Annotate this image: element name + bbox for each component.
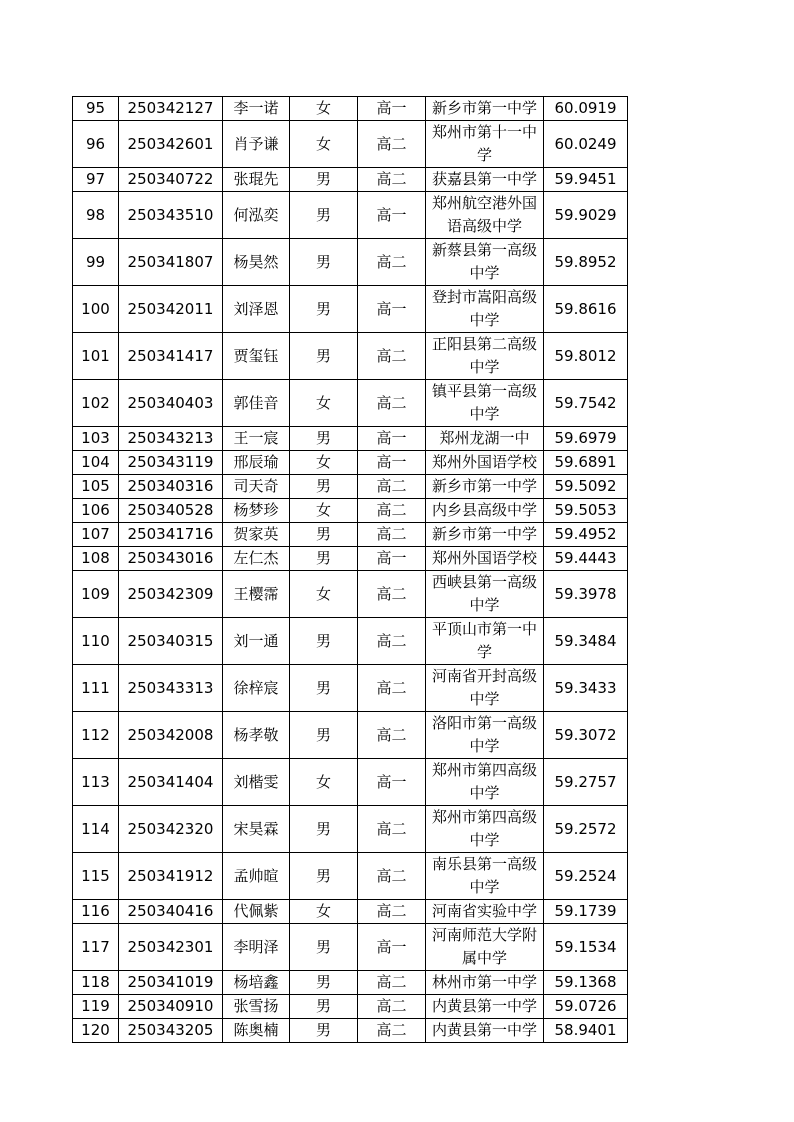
name-cell: 杨培鑫 [223,971,290,995]
rank-cell: 115 [73,853,119,900]
score-cell: 59.8616 [544,286,628,333]
rank-cell: 116 [73,900,119,924]
grade-cell: 高一 [358,286,426,333]
score-cell: 59.5053 [544,499,628,523]
score-cell: 59.1368 [544,971,628,995]
table-row [73,427,628,451]
student-id-cell: 250340315 [119,618,223,665]
table-row [73,451,628,475]
name-cell: 司天奇 [223,475,290,499]
student-id-cell: 250341019 [119,971,223,995]
table-row [73,900,628,924]
student-id-cell: 250343205 [119,1019,223,1043]
name-cell: 张琨先 [223,168,290,192]
student-id-cell: 250340528 [119,499,223,523]
rank-cell: 108 [73,547,119,571]
table-row [73,571,628,618]
grade-cell: 高二 [358,523,426,547]
name-cell: 贺家英 [223,523,290,547]
table-row [73,523,628,547]
score-cell: 58.9401 [544,1019,628,1043]
score-cell: 59.5092 [544,475,628,499]
gender-cell: 男 [290,427,358,451]
gender-cell: 女 [290,900,358,924]
score-cell: 59.9029 [544,192,628,239]
score-cell: 59.6979 [544,427,628,451]
student-id-cell: 250341807 [119,239,223,286]
school-cell: 新蔡县第一高级中学 [426,239,544,286]
school-cell: 河南省开封高级中学 [426,665,544,712]
student-id-cell: 250342601 [119,121,223,168]
student-id-cell: 250343016 [119,547,223,571]
table-row [73,1019,628,1043]
rank-cell: 95 [73,97,119,121]
table-row [73,333,628,380]
school-cell: 河南省实验中学 [426,900,544,924]
table-row [73,97,628,121]
student-id-cell: 250341404 [119,759,223,806]
name-cell: 杨昊然 [223,239,290,286]
student-id-cell: 250342008 [119,712,223,759]
grade-cell: 高二 [358,168,426,192]
gender-cell: 男 [290,924,358,971]
grade-cell: 高二 [358,853,426,900]
school-cell: 内乡县高级中学 [426,499,544,523]
school-cell: 郑州市第十一中学 [426,121,544,168]
gender-cell: 男 [290,286,358,333]
table-row [73,853,628,900]
gender-cell: 男 [290,665,358,712]
rank-cell: 114 [73,806,119,853]
grade-cell: 高二 [358,121,426,168]
table-row [73,995,628,1019]
school-cell: 平顶山市第一中学 [426,618,544,665]
table-row [73,121,628,168]
score-cell: 59.2572 [544,806,628,853]
table-row [73,239,628,286]
student-id-cell: 250343213 [119,427,223,451]
score-cell: 59.1534 [544,924,628,971]
name-cell: 孟帅暄 [223,853,290,900]
student-id-cell: 250341912 [119,853,223,900]
rank-cell: 118 [73,971,119,995]
name-cell: 王樱霈 [223,571,290,618]
student-id-cell: 250343119 [119,451,223,475]
gender-cell: 男 [290,239,358,286]
table-row [73,759,628,806]
name-cell: 杨梦珍 [223,499,290,523]
score-cell: 59.8952 [544,239,628,286]
table-body [73,97,628,1043]
gender-cell: 男 [290,1019,358,1043]
name-cell: 刘楷雯 [223,759,290,806]
school-cell: 郑州外国语学校 [426,547,544,571]
name-cell: 邢辰瑜 [223,451,290,475]
table-row [73,547,628,571]
table-row [73,499,628,523]
score-cell: 59.9451 [544,168,628,192]
student-id-cell: 250343313 [119,665,223,712]
rank-cell: 99 [73,239,119,286]
grade-cell: 高二 [358,499,426,523]
name-cell: 李明泽 [223,924,290,971]
name-cell: 王一宸 [223,427,290,451]
grade-cell: 高二 [358,995,426,1019]
rank-cell: 105 [73,475,119,499]
table-row [73,618,628,665]
school-cell: 新乡市第一中学 [426,97,544,121]
grade-cell: 高二 [358,1019,426,1043]
rank-cell: 103 [73,427,119,451]
name-cell: 张雪扬 [223,995,290,1019]
name-cell: 杨孝敬 [223,712,290,759]
student-id-cell: 250342320 [119,806,223,853]
table-row [73,924,628,971]
table-row [73,712,628,759]
gender-cell: 女 [290,121,358,168]
gender-cell: 男 [290,192,358,239]
name-cell: 左仁杰 [223,547,290,571]
table-row [73,192,628,239]
score-cell: 59.3484 [544,618,628,665]
rank-cell: 110 [73,618,119,665]
name-cell: 刘一通 [223,618,290,665]
gender-cell: 男 [290,475,358,499]
student-id-cell: 250341716 [119,523,223,547]
table-row [73,168,628,192]
grade-cell: 高一 [358,427,426,451]
school-cell: 登封市嵩阳高级中学 [426,286,544,333]
grade-cell: 高二 [358,571,426,618]
rank-cell: 120 [73,1019,119,1043]
gender-cell: 女 [290,499,358,523]
score-cell: 59.0726 [544,995,628,1019]
table-row [73,380,628,427]
school-cell: 郑州市第四高级中学 [426,806,544,853]
rank-cell: 111 [73,665,119,712]
student-id-cell: 250343510 [119,192,223,239]
grade-cell: 高二 [358,239,426,286]
gender-cell: 男 [290,712,358,759]
student-id-cell: 250342127 [119,97,223,121]
score-cell: 59.4952 [544,523,628,547]
grade-cell: 高二 [358,333,426,380]
rank-cell: 112 [73,712,119,759]
student-id-cell: 250342309 [119,571,223,618]
gender-cell: 男 [290,333,358,380]
school-cell: 正阳县第二高级中学 [426,333,544,380]
school-cell: 林州市第一中学 [426,971,544,995]
gender-cell: 女 [290,759,358,806]
grade-cell: 高一 [358,451,426,475]
student-id-cell: 250340416 [119,900,223,924]
school-cell: 郑州航空港外国语高级中学 [426,192,544,239]
school-cell: 镇平县第一高级中学 [426,380,544,427]
gender-cell: 男 [290,853,358,900]
score-cell: 59.7542 [544,380,628,427]
grade-cell: 高一 [358,547,426,571]
student-id-cell: 250341417 [119,333,223,380]
table-row [73,971,628,995]
school-cell: 新乡市第一中学 [426,523,544,547]
student-id-cell: 250342011 [119,286,223,333]
gender-cell: 女 [290,97,358,121]
rank-cell: 104 [73,451,119,475]
school-cell: 洛阳市第一高级中学 [426,712,544,759]
rank-cell: 107 [73,523,119,547]
grade-cell: 高一 [358,97,426,121]
score-cell: 59.1739 [544,900,628,924]
grade-cell: 高二 [358,971,426,995]
gender-cell: 男 [290,523,358,547]
grade-cell: 高二 [358,618,426,665]
student-id-cell: 250340910 [119,995,223,1019]
score-cell: 59.3978 [544,571,628,618]
rank-cell: 98 [73,192,119,239]
score-cell: 59.2757 [544,759,628,806]
rank-cell: 106 [73,499,119,523]
gender-cell: 男 [290,971,358,995]
score-cell: 59.8012 [544,333,628,380]
school-cell: 郑州外国语学校 [426,451,544,475]
rank-cell: 109 [73,571,119,618]
grade-cell: 高二 [358,475,426,499]
school-cell: 内黄县第一中学 [426,995,544,1019]
name-cell: 刘泽恩 [223,286,290,333]
name-cell: 何泓奕 [223,192,290,239]
school-cell: 郑州龙湖一中 [426,427,544,451]
school-cell: 获嘉县第一中学 [426,168,544,192]
gender-cell: 女 [290,380,358,427]
rank-cell: 117 [73,924,119,971]
name-cell: 郭佳音 [223,380,290,427]
grade-cell: 高二 [358,712,426,759]
school-cell: 郑州市第四高级中学 [426,759,544,806]
name-cell: 贾玺钰 [223,333,290,380]
score-cell: 59.6891 [544,451,628,475]
table-row [73,475,628,499]
grade-cell: 高一 [358,192,426,239]
grade-cell: 高二 [358,665,426,712]
grade-cell: 高一 [358,924,426,971]
grade-cell: 高二 [358,806,426,853]
score-cell: 60.0919 [544,97,628,121]
rank-cell: 119 [73,995,119,1019]
school-cell: 新乡市第一中学 [426,475,544,499]
grade-cell: 高二 [358,900,426,924]
score-cell: 59.4443 [544,547,628,571]
gender-cell: 男 [290,547,358,571]
grade-cell: 高二 [358,380,426,427]
table-row [73,665,628,712]
gender-cell: 女 [290,451,358,475]
school-cell: 内黄县第一中学 [426,1019,544,1043]
rank-cell: 96 [73,121,119,168]
student-id-cell: 250342301 [119,924,223,971]
table-row [73,806,628,853]
grade-cell: 高一 [358,759,426,806]
table-row [73,286,628,333]
name-cell: 宋昊霖 [223,806,290,853]
score-cell: 59.3433 [544,665,628,712]
school-cell: 南乐县第一高级中学 [426,853,544,900]
gender-cell: 男 [290,806,358,853]
score-cell: 59.3072 [544,712,628,759]
rank-cell: 113 [73,759,119,806]
gender-cell: 女 [290,571,358,618]
name-cell: 代佩紫 [223,900,290,924]
student-id-cell: 250340722 [119,168,223,192]
score-cell: 59.2524 [544,853,628,900]
score-cell: 60.0249 [544,121,628,168]
student-id-cell: 250340403 [119,380,223,427]
name-cell: 肖予谦 [223,121,290,168]
gender-cell: 男 [290,168,358,192]
score-ranking-table [72,96,628,1043]
name-cell: 李一诺 [223,97,290,121]
rank-cell: 101 [73,333,119,380]
school-cell: 河南师范大学附属中学 [426,924,544,971]
rank-cell: 97 [73,168,119,192]
rank-cell: 102 [73,380,119,427]
student-id-cell: 250340316 [119,475,223,499]
rank-cell: 100 [73,286,119,333]
gender-cell: 男 [290,618,358,665]
name-cell: 陈奥楠 [223,1019,290,1043]
gender-cell: 男 [290,995,358,1019]
name-cell: 徐梓宸 [223,665,290,712]
school-cell: 西峡县第一高级中学 [426,571,544,618]
